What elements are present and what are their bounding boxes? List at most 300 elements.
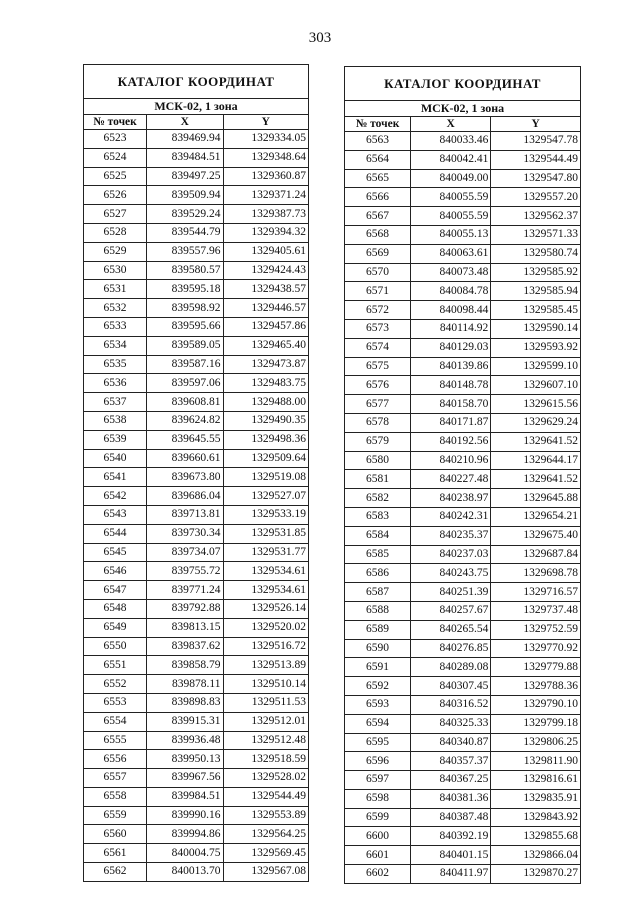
table-row	[84, 675, 309, 694]
x-coordinate-cell: 840257.67	[411, 601, 491, 620]
table-row	[84, 524, 309, 543]
point-number-cell: 6594	[345, 714, 411, 733]
point-number-cell: 6546	[84, 562, 147, 581]
point-number-cell: 6553	[84, 693, 147, 712]
point-number-cell: 6593	[345, 695, 411, 714]
x-coordinate-cell: 840013.70	[147, 863, 224, 882]
table-row	[345, 865, 581, 884]
table-row	[345, 639, 581, 658]
page-number: 303	[308, 30, 332, 46]
table-row	[84, 468, 309, 487]
table-row	[345, 451, 581, 470]
x-coordinate-cell: 839529.24	[147, 205, 224, 224]
x-coordinate-cell: 839858.79	[147, 656, 224, 675]
x-coordinate-cell: 839587.16	[147, 355, 224, 374]
table-row	[84, 693, 309, 712]
point-number-cell: 6561	[84, 844, 147, 863]
x-coordinate-cell: 840340.87	[411, 733, 491, 752]
x-coordinate-cell: 840227.48	[411, 470, 491, 489]
table-row	[84, 844, 309, 863]
table-row	[345, 789, 581, 808]
point-number-cell: 6525	[84, 167, 147, 186]
x-coordinate-cell: 839595.18	[147, 280, 224, 299]
x-coordinate-cell: 839936.48	[147, 731, 224, 750]
table-row	[84, 825, 309, 844]
x-coordinate-cell: 840307.45	[411, 677, 491, 696]
x-coordinate-cell: 840055.59	[411, 207, 491, 226]
point-number-cell: 6570	[345, 263, 411, 282]
x-coordinate-cell: 839755.72	[147, 562, 224, 581]
y-coordinate-cell: 1329513.89	[223, 656, 309, 675]
x-coordinate-cell: 839792.88	[147, 599, 224, 618]
table-row	[84, 787, 309, 806]
y-coordinate-cell: 1329557.20	[491, 188, 581, 207]
y-coordinate-cell: 1329498.36	[223, 430, 309, 449]
table-row	[345, 319, 581, 338]
point-number-cell: 6536	[84, 374, 147, 393]
y-coordinate-cell: 1329509.64	[223, 449, 309, 468]
table-row	[345, 489, 581, 508]
table-row	[84, 299, 309, 318]
x-coordinate-cell: 840210.96	[411, 451, 491, 470]
point-number-cell: 6579	[345, 432, 411, 451]
x-coordinate-cell: 840004.75	[147, 844, 224, 863]
x-coordinate-cell: 839967.56	[147, 769, 224, 788]
table-row	[345, 564, 581, 583]
y-coordinate-cell: 1329547.78	[491, 132, 581, 151]
x-coordinate-cell: 839580.57	[147, 261, 224, 280]
point-number-cell: 6567	[345, 207, 411, 226]
x-coordinate-cell: 840316.52	[411, 695, 491, 714]
y-coordinate-cell: 1329534.61	[223, 562, 309, 581]
y-coordinate-cell: 1329511.53	[223, 693, 309, 712]
x-coordinate-cell: 839990.16	[147, 806, 224, 825]
y-coordinate-cell: 1329835.91	[491, 789, 581, 808]
x-coordinate-cell: 840033.46	[411, 132, 491, 151]
x-coordinate-cell: 840171.87	[411, 413, 491, 432]
y-coordinate-cell: 1329644.17	[491, 451, 581, 470]
point-number-cell: 6572	[345, 301, 411, 320]
y-coordinate-cell: 1329528.02	[223, 769, 309, 788]
point-number-cell: 6533	[84, 317, 147, 336]
x-coordinate-cell: 840289.08	[411, 658, 491, 677]
y-coordinate-cell: 1329394.32	[223, 223, 309, 242]
table-row	[345, 263, 581, 282]
point-number-cell: 6535	[84, 355, 147, 374]
point-number-cell: 6531	[84, 280, 147, 299]
table-row	[84, 186, 309, 205]
table-row	[84, 393, 309, 412]
x-coordinate-cell: 840042.41	[411, 150, 491, 169]
point-number-cell: 6552	[84, 675, 147, 694]
x-coordinate-cell: 839497.25	[147, 167, 224, 186]
table-row	[345, 244, 581, 263]
x-coordinate-cell: 840139.86	[411, 357, 491, 376]
x-coordinate-cell: 839597.06	[147, 374, 224, 393]
y-coordinate-cell: 1329520.02	[223, 618, 309, 637]
table-row	[345, 338, 581, 357]
y-coordinate-cell: 1329716.57	[491, 583, 581, 602]
table-row	[84, 317, 309, 336]
table-row	[84, 261, 309, 280]
point-number-cell: 6581	[345, 470, 411, 489]
y-coordinate-cell: 1329843.92	[491, 808, 581, 827]
y-coordinate-cell: 1329387.73	[223, 205, 309, 224]
y-coordinate-cell: 1329593.92	[491, 338, 581, 357]
x-coordinate-cell: 839484.51	[147, 148, 224, 167]
point-number-cell: 6529	[84, 242, 147, 261]
point-number-cell: 6596	[345, 752, 411, 771]
table-row	[345, 583, 581, 602]
y-coordinate-cell: 1329585.45	[491, 301, 581, 320]
point-number-cell: 6578	[345, 413, 411, 432]
table-row	[84, 599, 309, 618]
point-number-cell: 6526	[84, 186, 147, 205]
point-number-cell: 6588	[345, 601, 411, 620]
table-row	[345, 301, 581, 320]
point-number-cell: 6573	[345, 319, 411, 338]
table-row	[84, 336, 309, 355]
point-number-cell: 6598	[345, 789, 411, 808]
table-row	[84, 130, 309, 149]
x-coordinate-cell: 839469.94	[147, 130, 224, 149]
y-coordinate-cell: 1329334.05	[223, 130, 309, 149]
table-row	[84, 205, 309, 224]
table-row	[345, 413, 581, 432]
point-number-cell: 6542	[84, 487, 147, 506]
x-coordinate-cell: 839509.94	[147, 186, 224, 205]
x-coordinate-cell: 840242.31	[411, 507, 491, 526]
point-number-cell: 6602	[345, 865, 411, 884]
y-coordinate-cell: 1329438.57	[223, 280, 309, 299]
y-coordinate-cell: 1329779.88	[491, 658, 581, 677]
y-coordinate-cell: 1329512.01	[223, 712, 309, 731]
point-number-cell: 6563	[345, 132, 411, 151]
point-number-cell: 6558	[84, 787, 147, 806]
x-coordinate-cell: 839673.80	[147, 468, 224, 487]
y-coordinate-cell: 1329855.68	[491, 827, 581, 846]
table-row	[345, 432, 581, 451]
y-coordinate-cell: 1329737.48	[491, 601, 581, 620]
x-coordinate-cell: 840073.48	[411, 263, 491, 282]
table-row	[84, 581, 309, 600]
x-coordinate-cell: 839608.81	[147, 393, 224, 412]
table-row	[345, 395, 581, 414]
point-number-cell: 6528	[84, 223, 147, 242]
y-coordinate-cell: 1329752.59	[491, 620, 581, 639]
point-number-cell: 6565	[345, 169, 411, 188]
y-coordinate-cell: 1329405.61	[223, 242, 309, 261]
table-row	[84, 712, 309, 731]
point-number-cell: 6545	[84, 543, 147, 562]
y-coordinate-cell: 1329564.25	[223, 825, 309, 844]
x-coordinate-cell: 839589.05	[147, 336, 224, 355]
point-number-cell: 6568	[345, 225, 411, 244]
point-number-cell: 6599	[345, 808, 411, 827]
y-coordinate-cell: 1329457.86	[223, 317, 309, 336]
point-number-cell: 6530	[84, 261, 147, 280]
zone-label: МСК-02, 1 зона	[84, 99, 309, 115]
point-number-cell: 6577	[345, 395, 411, 414]
y-coordinate-cell: 1329654.21	[491, 507, 581, 526]
table-row	[84, 148, 309, 167]
point-number-cell: 6589	[345, 620, 411, 639]
x-coordinate-cell: 839624.82	[147, 411, 224, 430]
table-row	[345, 169, 581, 188]
point-number-cell: 6591	[345, 658, 411, 677]
point-number-cell: 6560	[84, 825, 147, 844]
y-coordinate-cell: 1329547.80	[491, 169, 581, 188]
table-row	[84, 750, 309, 769]
x-coordinate-cell: 840098.44	[411, 301, 491, 320]
x-coordinate-cell: 839837.62	[147, 637, 224, 656]
table-row	[84, 374, 309, 393]
y-coordinate-cell: 1329641.52	[491, 470, 581, 489]
point-number-cell: 6585	[345, 545, 411, 564]
point-number-cell: 6544	[84, 524, 147, 543]
column-header-point-number: № точек	[84, 115, 147, 130]
table-row	[84, 487, 309, 506]
point-number-cell: 6537	[84, 393, 147, 412]
y-coordinate-cell: 1329371.24	[223, 186, 309, 205]
y-coordinate-cell: 1329788.36	[491, 677, 581, 696]
point-number-cell: 6523	[84, 130, 147, 149]
table-row	[345, 526, 581, 545]
y-coordinate-cell: 1329870.27	[491, 865, 581, 884]
y-coordinate-cell: 1329641.52	[491, 432, 581, 451]
table-row	[345, 188, 581, 207]
x-coordinate-cell: 840401.15	[411, 846, 491, 865]
table-row	[84, 769, 309, 788]
table-row	[345, 207, 581, 226]
zone-label: МСК-02, 1 зона	[345, 101, 581, 117]
y-coordinate-cell: 1329615.56	[491, 395, 581, 414]
table-row	[84, 167, 309, 186]
y-coordinate-cell: 1329607.10	[491, 376, 581, 395]
x-coordinate-cell: 839595.66	[147, 317, 224, 336]
x-coordinate-cell: 840192.56	[411, 432, 491, 451]
table-row	[84, 449, 309, 468]
table-row	[345, 282, 581, 301]
y-coordinate-cell: 1329488.00	[223, 393, 309, 412]
x-coordinate-cell: 840129.03	[411, 338, 491, 357]
point-number-cell: 6597	[345, 771, 411, 790]
table-row	[345, 470, 581, 489]
x-coordinate-cell: 840237.03	[411, 545, 491, 564]
y-coordinate-cell: 1329687.84	[491, 545, 581, 564]
x-coordinate-cell: 840049.00	[411, 169, 491, 188]
x-coordinate-cell: 839686.04	[147, 487, 224, 506]
x-coordinate-cell: 839898.83	[147, 693, 224, 712]
table-row	[345, 808, 581, 827]
point-number-cell: 6582	[345, 489, 411, 508]
y-coordinate-cell: 1329790.10	[491, 695, 581, 714]
table-body	[345, 132, 581, 884]
table-row	[345, 601, 581, 620]
y-coordinate-cell: 1329629.24	[491, 413, 581, 432]
table-row	[84, 242, 309, 261]
table-row	[84, 637, 309, 656]
x-coordinate-cell: 840084.78	[411, 282, 491, 301]
y-coordinate-cell: 1329599.10	[491, 357, 581, 376]
x-coordinate-cell: 840114.92	[411, 319, 491, 338]
table-row	[345, 620, 581, 639]
x-coordinate-cell: 840381.36	[411, 789, 491, 808]
table-row	[345, 376, 581, 395]
table-row	[84, 411, 309, 430]
table-row	[84, 505, 309, 524]
point-number-cell: 6566	[345, 188, 411, 207]
point-number-cell: 6592	[345, 677, 411, 696]
point-number-cell: 6538	[84, 411, 147, 430]
y-coordinate-cell: 1329866.04	[491, 846, 581, 865]
column-header-y: Y	[491, 117, 581, 132]
y-coordinate-cell: 1329698.78	[491, 564, 581, 583]
x-coordinate-cell: 840235.37	[411, 526, 491, 545]
table-row	[345, 357, 581, 376]
y-coordinate-cell: 1329516.72	[223, 637, 309, 656]
point-number-cell: 6584	[345, 526, 411, 545]
y-coordinate-cell: 1329562.37	[491, 207, 581, 226]
table-row	[84, 562, 309, 581]
x-coordinate-cell: 840357.37	[411, 752, 491, 771]
x-coordinate-cell: 840251.39	[411, 583, 491, 602]
table-row	[345, 752, 581, 771]
table-row	[345, 507, 581, 526]
y-coordinate-cell: 1329446.57	[223, 299, 309, 318]
x-coordinate-cell: 839713.81	[147, 505, 224, 524]
point-number-cell: 6601	[345, 846, 411, 865]
y-coordinate-cell: 1329360.87	[223, 167, 309, 186]
point-number-cell: 6539	[84, 430, 147, 449]
table-row	[345, 695, 581, 714]
table-row	[84, 430, 309, 449]
point-number-cell: 6600	[345, 827, 411, 846]
y-coordinate-cell: 1329590.14	[491, 319, 581, 338]
point-number-cell: 6571	[345, 282, 411, 301]
point-number-cell: 6555	[84, 731, 147, 750]
x-coordinate-cell: 839557.96	[147, 242, 224, 261]
y-coordinate-cell: 1329519.08	[223, 468, 309, 487]
point-number-cell: 6562	[84, 863, 147, 882]
table-row	[84, 656, 309, 675]
point-number-cell: 6580	[345, 451, 411, 470]
table-row	[345, 733, 581, 752]
x-coordinate-cell: 840063.61	[411, 244, 491, 263]
point-number-cell: 6569	[345, 244, 411, 263]
point-number-cell: 6548	[84, 599, 147, 618]
point-number-cell: 6583	[345, 507, 411, 526]
table-row	[345, 150, 581, 169]
column-header-x: X	[147, 115, 224, 130]
point-number-cell: 6543	[84, 505, 147, 524]
x-coordinate-cell: 839734.07	[147, 543, 224, 562]
table-row	[84, 355, 309, 374]
table-body	[84, 130, 309, 882]
table-row	[84, 806, 309, 825]
x-coordinate-cell: 839771.24	[147, 581, 224, 600]
column-header-point-number: № точек	[345, 117, 411, 132]
point-number-cell: 6541	[84, 468, 147, 487]
point-number-cell: 6524	[84, 148, 147, 167]
x-coordinate-cell: 840265.54	[411, 620, 491, 639]
table-row	[345, 658, 581, 677]
y-coordinate-cell: 1329531.77	[223, 543, 309, 562]
y-coordinate-cell: 1329490.35	[223, 411, 309, 430]
point-number-cell: 6587	[345, 583, 411, 602]
y-coordinate-cell: 1329544.49	[223, 787, 309, 806]
table-row	[84, 223, 309, 242]
catalog-title: КАТАЛОГ КООРДИНАТ	[84, 65, 309, 99]
table-row	[84, 731, 309, 750]
x-coordinate-cell: 840243.75	[411, 564, 491, 583]
y-coordinate-cell: 1329816.61	[491, 771, 581, 790]
y-coordinate-cell: 1329533.19	[223, 505, 309, 524]
y-coordinate-cell: 1329799.18	[491, 714, 581, 733]
catalog-table-left	[83, 64, 309, 882]
y-coordinate-cell: 1329483.75	[223, 374, 309, 393]
y-coordinate-cell: 1329512.48	[223, 731, 309, 750]
y-coordinate-cell: 1329811.90	[491, 752, 581, 771]
x-coordinate-cell: 840325.33	[411, 714, 491, 733]
x-coordinate-cell: 840158.70	[411, 395, 491, 414]
x-coordinate-cell: 839984.51	[147, 787, 224, 806]
point-number-cell: 6554	[84, 712, 147, 731]
catalog-title: КАТАЛОГ КООРДИНАТ	[345, 67, 581, 101]
y-coordinate-cell: 1329806.25	[491, 733, 581, 752]
point-number-cell: 6557	[84, 769, 147, 788]
x-coordinate-cell: 839915.31	[147, 712, 224, 731]
table-row	[345, 677, 581, 696]
point-number-cell: 6534	[84, 336, 147, 355]
y-coordinate-cell: 1329544.49	[491, 150, 581, 169]
x-coordinate-cell: 839950.13	[147, 750, 224, 769]
y-coordinate-cell: 1329465.40	[223, 336, 309, 355]
y-coordinate-cell: 1329527.07	[223, 487, 309, 506]
x-coordinate-cell: 839813.15	[147, 618, 224, 637]
table-row	[345, 132, 581, 151]
table-row	[345, 827, 581, 846]
y-coordinate-cell: 1329526.14	[223, 599, 309, 618]
y-coordinate-cell: 1329585.92	[491, 263, 581, 282]
x-coordinate-cell: 840055.59	[411, 188, 491, 207]
x-coordinate-cell: 840148.78	[411, 376, 491, 395]
point-number-cell: 6547	[84, 581, 147, 600]
y-coordinate-cell: 1329534.61	[223, 581, 309, 600]
y-coordinate-cell: 1329531.85	[223, 524, 309, 543]
x-coordinate-cell: 839878.11	[147, 675, 224, 694]
point-number-cell: 6559	[84, 806, 147, 825]
point-number-cell: 6551	[84, 656, 147, 675]
point-number-cell: 6549	[84, 618, 147, 637]
x-coordinate-cell: 839660.61	[147, 449, 224, 468]
x-coordinate-cell: 840387.48	[411, 808, 491, 827]
table-row	[345, 225, 581, 244]
catalog-table-right	[344, 66, 581, 884]
x-coordinate-cell: 840392.19	[411, 827, 491, 846]
point-number-cell: 6532	[84, 299, 147, 318]
point-number-cell: 6586	[345, 564, 411, 583]
x-coordinate-cell: 839598.92	[147, 299, 224, 318]
table-row	[84, 280, 309, 299]
table-row	[345, 545, 581, 564]
point-number-cell: 6550	[84, 637, 147, 656]
table-row	[84, 863, 309, 882]
point-number-cell: 6527	[84, 205, 147, 224]
point-number-cell: 6574	[345, 338, 411, 357]
y-coordinate-cell: 1329585.94	[491, 282, 581, 301]
table-row	[345, 846, 581, 865]
